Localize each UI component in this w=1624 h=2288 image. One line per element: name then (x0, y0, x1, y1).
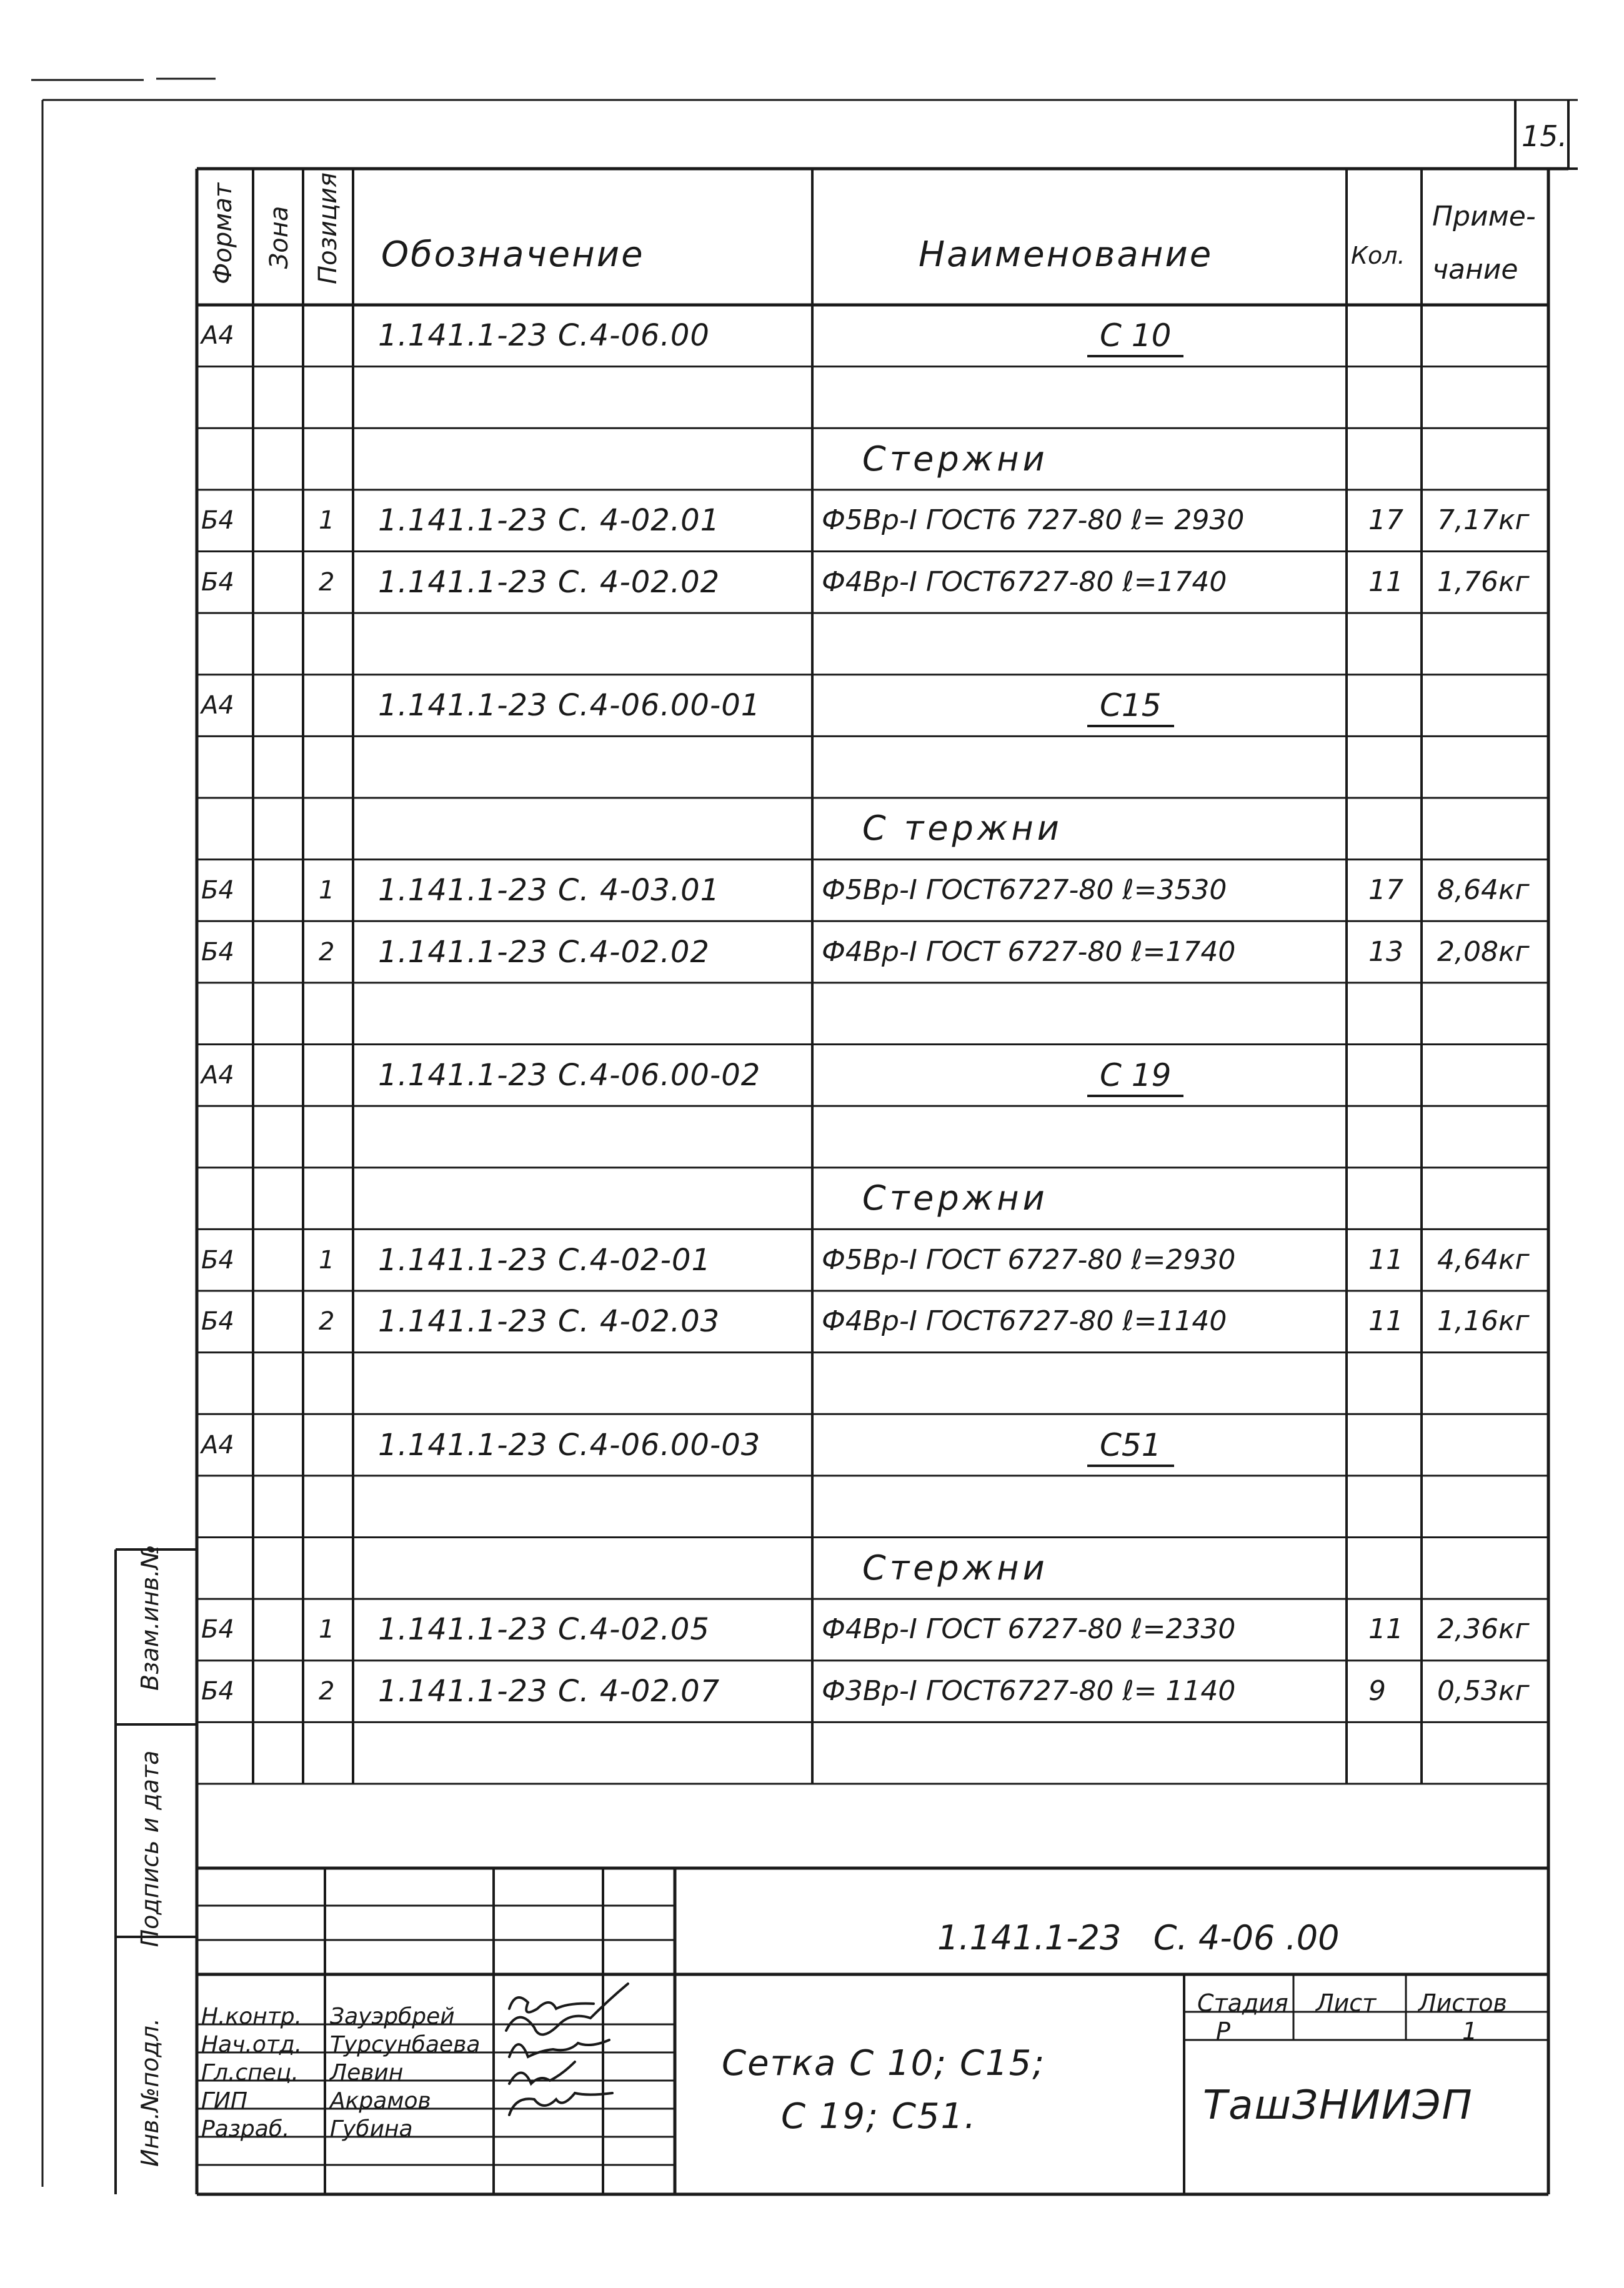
cell-section-title: С 10 (1087, 320, 1183, 357)
cell-format: А4 (201, 1060, 234, 1090)
cell-format: А4 (201, 1430, 234, 1460)
cell-format: Б4 (201, 875, 234, 905)
cell-name: Ф5Вр-I ГОСТ6727-80 ℓ=3530 (822, 873, 1227, 906)
signatory-role: Разраб. (201, 2116, 290, 2142)
cell-designation: 1.141.1-23 С.4-06.00-01 (378, 688, 761, 724)
cell-position: 2 (319, 1677, 335, 1706)
cell-position: 2 (319, 567, 335, 597)
signatory-name: Акрамов (330, 2088, 431, 2114)
cell-designation: 1.141.1-23 С.4-06.00-03 (378, 1427, 761, 1463)
header-note-line1: Приме- (1432, 201, 1536, 232)
cell-group-heading: Стержни (862, 1548, 1049, 1588)
cell-format: А4 (201, 321, 234, 351)
cell-section-title: С15 (1087, 690, 1174, 727)
signatory-name: Губина (330, 2116, 413, 2142)
cell-group-heading: С тержни (862, 808, 1063, 848)
cell-qty: 17 (1368, 504, 1403, 537)
signatory-name: Левин (330, 2060, 404, 2086)
signature-1 (509, 1997, 594, 2012)
cell-name: Ф4Вр-I ГОСТ6727-80 ℓ=1140 (822, 1305, 1227, 1338)
cell-position: 2 (319, 1307, 335, 1336)
signature-3 (509, 2040, 609, 2057)
header-format: Формат (209, 182, 237, 284)
signatory-role: Н.контр. (201, 2004, 302, 2029)
title-line1: Сетка С 10; С15; (722, 2043, 1046, 2084)
sheets-label: Листов (1418, 1989, 1507, 2017)
signatory-role: Гл.спец. (201, 2060, 299, 2086)
signatory-name: Турсунбаева (330, 2032, 481, 2057)
header-qty: Кол. (1351, 242, 1405, 269)
cell-designation: 1.141.1-23 С. 4-02.07 (378, 1674, 720, 1709)
cell-note: 8,64кг (1437, 873, 1530, 906)
cell-designation: 1.141.1-23 С. 4-02.01 (378, 503, 720, 539)
cell-note: 4,64кг (1437, 1243, 1530, 1276)
signature-4 (509, 2062, 575, 2084)
cell-group-heading: Стержни (862, 439, 1049, 479)
signatory-role: ГИП (201, 2088, 248, 2114)
cell-name: Ф4Вр-I ГОСТ 6727-80 ℓ=1740 (822, 935, 1236, 968)
stage-label: Стадия (1197, 1989, 1288, 2017)
cell-format: А4 (201, 691, 234, 720)
cell-designation: 1.141.1-23 С.4-02.02 (378, 934, 710, 970)
cell-name: Ф5Вр-I ГОСТ 6727-80 ℓ=2930 (822, 1243, 1236, 1276)
signatory-name: Зауэрбрей (330, 2004, 455, 2029)
cell-name: Ф4Вр-I ГОСТ 6727-80 ℓ=2330 (822, 1613, 1236, 1646)
cell-note: 0,53кг (1437, 1675, 1530, 1708)
page-number: 15. (1522, 119, 1568, 153)
cell-qty: 11 (1368, 565, 1403, 598)
cell-qty: 11 (1368, 1305, 1403, 1338)
cell-qty: 11 (1368, 1243, 1403, 1276)
cell-group-heading: Стержни (862, 1178, 1049, 1218)
signatory-role: Нач.отд. (201, 2032, 302, 2057)
cell-format: Б4 (201, 937, 234, 967)
cell-qty: 9 (1368, 1675, 1386, 1708)
signature-5 (509, 2093, 612, 2115)
cell-section-title: С 19 (1087, 1060, 1183, 1097)
cell-position: 1 (319, 506, 335, 535)
cell-designation: 1.141.1-23 С. 4-03.01 (378, 872, 720, 908)
signature-2 (506, 1984, 628, 2034)
cell-designation: 1.141.1-23 С.4-06.00 (378, 318, 710, 354)
cell-designation: 1.141.1-23 С.4-02.05 (378, 1612, 710, 1648)
header-name: Наименование (919, 234, 1213, 275)
cell-qty: 17 (1368, 873, 1403, 906)
header-zone: Зона (265, 206, 294, 269)
cell-format: Б4 (201, 567, 234, 597)
header-position: Позиция (314, 172, 342, 284)
cell-position: 1 (319, 875, 335, 905)
cell-designation: 1.141.1-23 С.4-06.00-02 (378, 1057, 761, 1093)
cell-position: 1 (319, 1245, 335, 1275)
cell-format: Б4 (201, 1615, 234, 1644)
cell-format: Б4 (201, 1245, 234, 1275)
cell-note: 1,16кг (1437, 1305, 1530, 1338)
organization: ТашЗНИИЭП (1203, 2082, 1473, 2129)
cell-format: Б4 (201, 506, 234, 535)
side-inv-orig: Инв.№подл. (136, 2018, 164, 2167)
cell-note: 1,76кг (1437, 565, 1530, 598)
cell-designation: 1.141.1-23 С. 4-02.02 (378, 564, 720, 600)
cell-position: 1 (319, 1615, 335, 1644)
cell-qty: 11 (1368, 1613, 1403, 1646)
cell-position: 2 (319, 937, 335, 967)
cell-note: 2,08кг (1437, 935, 1530, 968)
side-inv-replace: Взам.инв.№ (136, 1544, 164, 1691)
title-line2: С 19; С51. (781, 2096, 977, 2137)
cell-name: Ф3Вр-I ГОСТ6727-80 ℓ= 1140 (822, 1675, 1236, 1708)
header-note-line2: чание (1432, 254, 1518, 286)
cell-name: Ф4Вр-I ГОСТ6727-80 ℓ=1740 (822, 565, 1227, 598)
stage-value: Р (1216, 2017, 1230, 2045)
cell-name: Ф5Вр-I ГОСТ6 727-80 ℓ= 2930 (822, 504, 1245, 537)
cell-designation: 1.141.1-23 С.4-02-01 (378, 1242, 711, 1278)
cell-format: Б4 (201, 1677, 234, 1706)
cell-section-title: С51 (1087, 1430, 1174, 1467)
sheet-label: Лист (1316, 1989, 1377, 2017)
cell-designation: 1.141.1-23 С. 4-02.03 (378, 1304, 720, 1340)
side-sign-date: Подпись и дата (136, 1750, 164, 1947)
header-designation: Обозначение (381, 234, 645, 275)
document-code: 1.141.1-23 С. 4-06 .00 (937, 1918, 1340, 1957)
cell-note: 7,17кг (1437, 504, 1530, 537)
cell-format: Б4 (201, 1307, 234, 1336)
cell-qty: 13 (1368, 935, 1403, 968)
sheets-value: 1 (1462, 2017, 1478, 2045)
cell-note: 2,36кг (1437, 1613, 1530, 1646)
